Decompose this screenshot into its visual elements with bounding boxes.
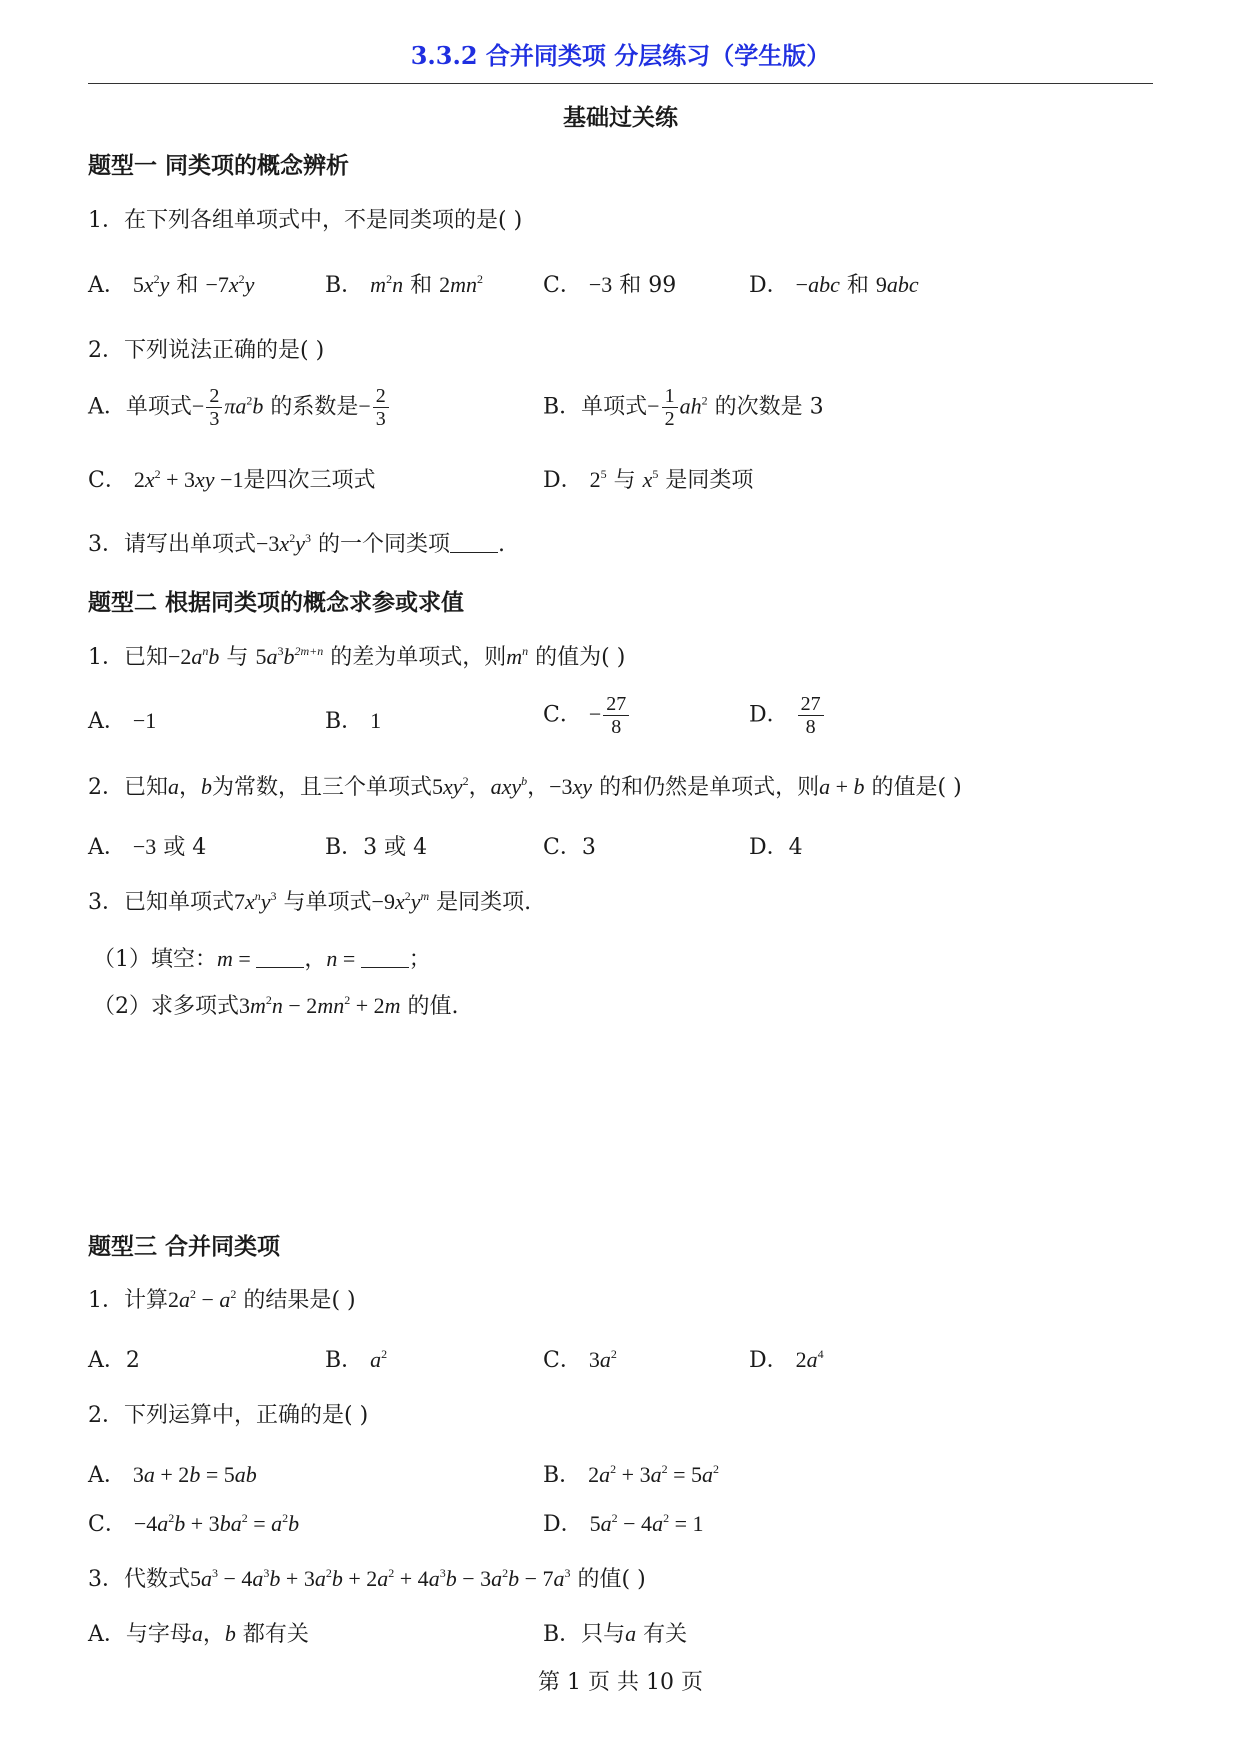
t3-q1-option-a: A．2: [88, 1348, 140, 1373]
heading-type3: 题型三 合并同类项: [88, 1233, 281, 1260]
t3-q3-stem: 3．代数式$5a^3 - 4a^3b + 3a^2b + 2a^2 + 4a^3b - 3a^2b - 7a^3$ 的值( ): [88, 1566, 646, 1592]
t3-q1-option-c: C． $3a^2$: [543, 1347, 617, 1373]
section-title: 基础过关练: [563, 104, 678, 131]
t2-q2-option-d: D．4: [749, 835, 803, 860]
t1-q1-option-b: B． $m^2n$ 和 $2mn^2$: [325, 272, 483, 298]
t1-q2-option-a: A．单项式− $\frac{2}{3}$ $\pi a^2b$ 的系数是− $\frac{2}{3}$: [88, 385, 391, 430]
t3-q1-stem: 1．计算$2a^2 - a^2$ 的结果是( ): [88, 1287, 356, 1313]
t1-q1-option-d: D． −abc 和 9abc: [749, 272, 919, 298]
t1-q1-option-c: C． −3 和 99: [543, 272, 677, 298]
answer-blank[interactable]: [450, 534, 498, 553]
page-footer: 第 1 页 共 10 页: [538, 1670, 703, 1695]
t3-q2-option-d: D． $5a^2 - 4a^2 = 1$: [543, 1511, 704, 1537]
t1-q2-stem: 2．下列说法正确的是( ): [88, 338, 325, 363]
t2-q2-option-a: A． −3 或 4: [88, 834, 207, 860]
t2-q1-option-d: D． $\frac{27}{8}$: [749, 693, 826, 738]
t3-q3-option-b: B．只与a 有关: [543, 1621, 688, 1647]
t3-q1-option-b: B． $a^2$: [325, 1347, 388, 1373]
answer-blank-n[interactable]: [361, 949, 409, 968]
t1-q2-option-b: B．单项式− $\frac{1}{2}$ $ah^2$ 的次数是 3: [543, 385, 824, 430]
t3-q1-option-d: D． $2a^4$: [749, 1347, 824, 1373]
t3-q2-option-b: B． $2a^2 + 3a^2 = 5a^2$: [543, 1462, 720, 1488]
t1-q2-option-c: C． $2x^2 + 3xy -1$是四次三项式: [88, 467, 376, 493]
t2-q1-stem: 1．已知$-2a^nb$ 与 $5a^3b^{2m+n}$ 的差为单项式，则$m^n$ 的值为( ): [88, 644, 626, 670]
t3-q3-option-a: A．与字母a，b 都有关: [88, 1621, 309, 1647]
t2-q2-option-c: C．3: [543, 835, 596, 860]
t1-q1-option-a: A． $5x^2y$ 和 $-7x^2y$: [88, 272, 255, 298]
t2-q1-option-a: A． −1: [88, 708, 157, 734]
t2-q2-stem: 2．已知a，b为常数，且三个单项式$5xy^2$，axy$^b$，−3xy 的和仍然是单项式，则a + b 的值是( ): [88, 774, 962, 800]
t2-q3-stem: 3．已知单项式$7x^ny^3$ 与单项式$-9x^2y^m$ 是同类项.: [88, 889, 532, 915]
t1-q3-stem: 3．请写出单项式$-3x^2y^3$ 的一个同类项 .: [88, 531, 505, 557]
t2-q1-option-c: C． − $\frac{27}{8}$: [543, 693, 631, 738]
t2-q3-part1: （1）填空：m = ，n = ；: [93, 946, 431, 972]
t1-q2-option-d: D． $2^5$ 与 $x^5$ 是同类项: [543, 467, 754, 493]
heading-type1: 题型一 同类项的概念辨析: [88, 152, 350, 179]
t3-q2-option-a: A． 3a + 2b = 5ab: [88, 1462, 257, 1488]
t2-q1-option-b: B． 1: [325, 708, 382, 734]
answer-blank-m[interactable]: [256, 949, 304, 968]
t3-q2-option-c: C． $-4a^2b + 3ba^2 = a^2b$: [88, 1511, 300, 1537]
t2-q3-part2: （2）求多项式$3m^2n - 2mn^2 + 2m$ 的值.: [93, 993, 459, 1019]
t1-q1-stem: 1．在下列各组单项式中，不是同类项的是( ): [88, 208, 523, 233]
header-divider: [88, 83, 1153, 84]
t3-q2-stem: 2．下列运算中，正确的是( ): [88, 1403, 369, 1428]
t2-q2-option-b: B．3 或 4: [325, 835, 428, 860]
heading-type2: 题型二 根据同类项的概念求参或求值: [88, 589, 465, 616]
document-title: 3.3.2 合并同类项 分层练习（学生版）: [410, 41, 831, 70]
